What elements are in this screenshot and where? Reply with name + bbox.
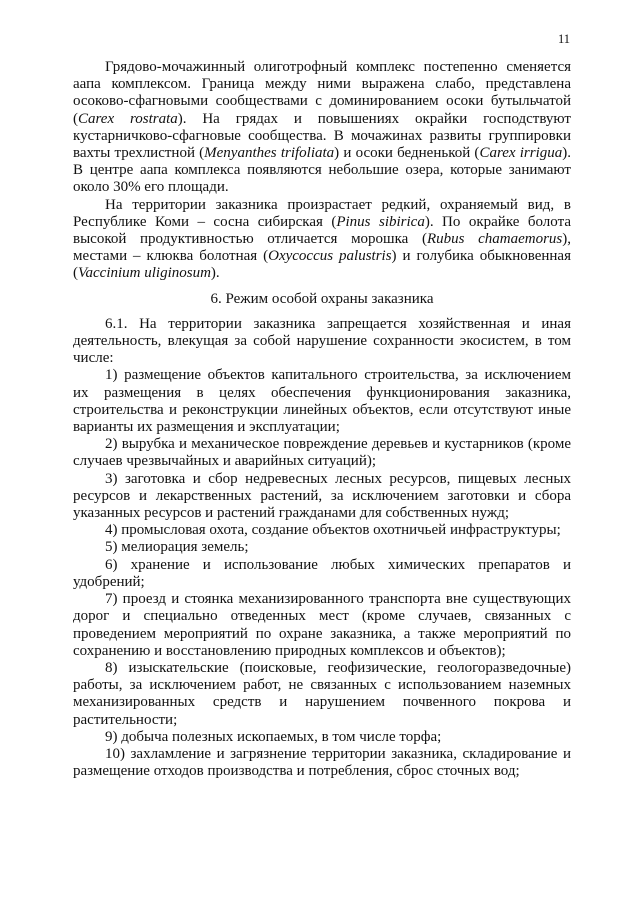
list-item: 9) добыча полезных ископаемых, в том числе торфа; — [105, 728, 442, 745]
list-item: 1) размещение объектов капитального строительства, за исключением их размещения в целях обеспечения функционирования заказника, строительства и реконструкции линейных объектов, если отсутствуют иные варианты их размещения и эксплуатации; — [73, 367, 571, 436]
list-item: 7) проезд и стоянка механизированного транспорта вне существующих дорог и специально отведенных мест (кроме случаев, связанных с проведением мероприятий по охране заказника, а также мероприятий по сохранению и восстановлению природных комплексов и объектов); — [73, 591, 571, 659]
text-run: ). На грядах и повышениях окрайки господствуют кустарничково-сфагновые сообщества. В мочажинах развиты группировки вахты трехлистной ( — [73, 110, 571, 162]
document-body — [73, 59, 571, 780]
text-run: ) и голубика обыкновенная ( — [73, 248, 571, 282]
list-item: 3) заготовка и сбор недревесных лесных ресурсов, пищевых лесных ресурсов и лекарственных растений, за исключением заготовки и сбора указанных ресурсов и растений гражданами для собственных нужд; — [73, 470, 571, 522]
paragraph-rare-species — [73, 197, 571, 283]
page-number: 11 — [558, 32, 571, 46]
latin-name: Menyanthes trifoliata — [204, 145, 335, 162]
clause-6-1: 6.1. На территории заказника запрещается хозяйственная и иная деятельность, влекущая за собой нарушение сохранности экосистем, в том числе: — [73, 315, 571, 367]
latin-name: Carex rostrata — [78, 110, 178, 127]
latin-name: Oxycoccus palustris — [268, 248, 392, 265]
text-run: ) и осоки бедненькой ( — [334, 145, 480, 162]
list-item: 4) промысловая охота, создание объектов охотничьей инфраструктуры; — [105, 522, 561, 539]
latin-name: Carex irrigua — [479, 145, 563, 162]
list-item: 8) изыскательские (поисковые, геофизические, геологоразведочные) работы, за исключением работ, не связанных с использованием наземных механизированных средств и нарушением почвенного покрова и растительности; — [73, 659, 571, 728]
text-run: ). По окрайке болота высокой продуктивностью отличается морошка ( — [73, 213, 571, 248]
section-heading: 6. Режим особой охраны заказника — [210, 290, 434, 307]
text-run: Грядово-мочажинный олиготрофный комплекс постепенно сменяется аапа комплексом. Граница между ними выражена слабо, представлена осоково-сфагновыми сообществами с доминированием осоки бутыльчатой ( — [73, 59, 571, 127]
list-item: 2) вырубка и механическое повреждение деревьев и кустарников (кроме случаев чрезвычайных и аварийных ситуаций); — [73, 436, 571, 470]
latin-name: Vaccinium uliginosum — [78, 265, 211, 282]
list-item: 10) захламление и загрязнение территории заказника, складирование и размещение отходов производства и потребления, сброс сточных вод; — [73, 745, 571, 780]
text-run: ). — [210, 265, 220, 282]
text-run: На территории заказника произрастает редкий, охраняемый вид, в Республике Коми – сосна сибирская ( — [73, 196, 571, 230]
latin-name: Rubus chamaemorus — [426, 231, 563, 248]
latin-name: Pinus sibirica — [336, 213, 425, 230]
spacer — [73, 283, 571, 291]
list-item: 5) мелиорация земель; — [105, 539, 249, 556]
text-run: ). В центре аапа комплекса появляются небольшие озера, которые занимают около 30% его площади. — [73, 145, 571, 196]
paragraph-bog-complex — [73, 59, 571, 197]
list-item: 6) хранение и использование любых химических препаратов и удобрений; — [73, 556, 571, 590]
spacer — [73, 308, 571, 316]
text-run: ), местами – клюква болотная ( — [73, 231, 572, 265]
